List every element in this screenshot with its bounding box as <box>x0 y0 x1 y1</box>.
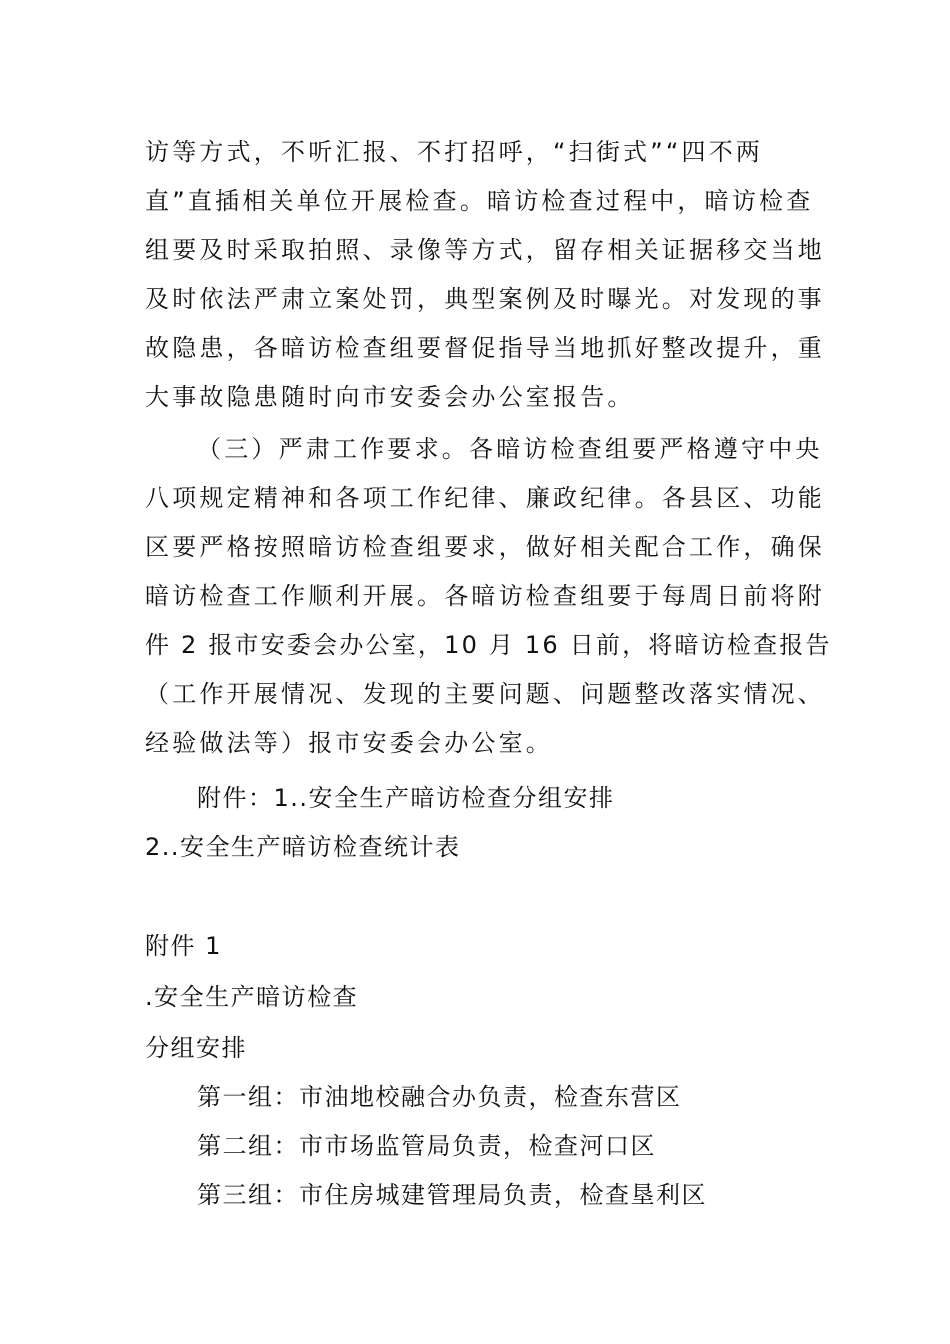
body-line: 直”直插相关单位开展检查。暗访检查过程中，暗访检查 <box>145 187 814 215</box>
body-line: （工作开展情况、发现的主要问题、问题整改落实情况、 <box>145 680 825 708</box>
group-assignment: 第二组：市市场监管局负责，检查河口区 <box>197 1132 656 1160</box>
group-assignment: 第三组：市住房城建管理局负责，检查垦利区 <box>197 1181 707 1209</box>
body-line: 八项规定精神和各项工作纪律、廉政纪律。各县区、功能 <box>145 484 825 512</box>
body-line: 大事故隐患随时向市安委会办公室报告。 <box>145 383 635 411</box>
attachment-list-item-2: 2..安全生产暗访检查统计表 <box>145 833 461 861</box>
body-line: 件 2 报市安委会办公室，10 月 16 日前，将暗访检查报告 <box>145 631 832 659</box>
appendix-title-line-1: .安全生产暗访检查 <box>145 983 359 1011</box>
body-line: 暗访检查工作顺利开展。各暗访检查组要于每周日前将附 <box>145 582 825 610</box>
body-line: 组要及时采取拍照、录像等方式，留存相关证据移交当地 <box>145 236 825 264</box>
appendix-title-line-2: 分组安排 <box>145 1034 247 1062</box>
group-assignment: 第一组：市油地校融合办负责，检查东营区 <box>197 1083 682 1111</box>
attachment-list-item-1: 附件：1..安全生产暗访检查分组安排 <box>197 784 615 812</box>
section-three-first-line: （三）严肃工作要求。各暗访检查组要严格遵守中央 <box>197 435 823 463</box>
body-line: 区要严格按照暗访检查组要求，做好相关配合工作，确保 <box>145 533 825 561</box>
body-line: 故隐患，各暗访检查组要督促指导当地抓好整改提升，重 <box>145 334 825 362</box>
body-line: 及时依法严肃立案处罚，典型案例及时曝光。对发现的事 <box>145 285 825 313</box>
appendix-label: 附件 1 <box>145 932 222 960</box>
body-line: 访等方式，不听汇报、不打招呼，“扫街式”“四不两 <box>145 138 764 166</box>
body-line: 经验做法等）报市安委会办公室。 <box>145 729 553 757</box>
